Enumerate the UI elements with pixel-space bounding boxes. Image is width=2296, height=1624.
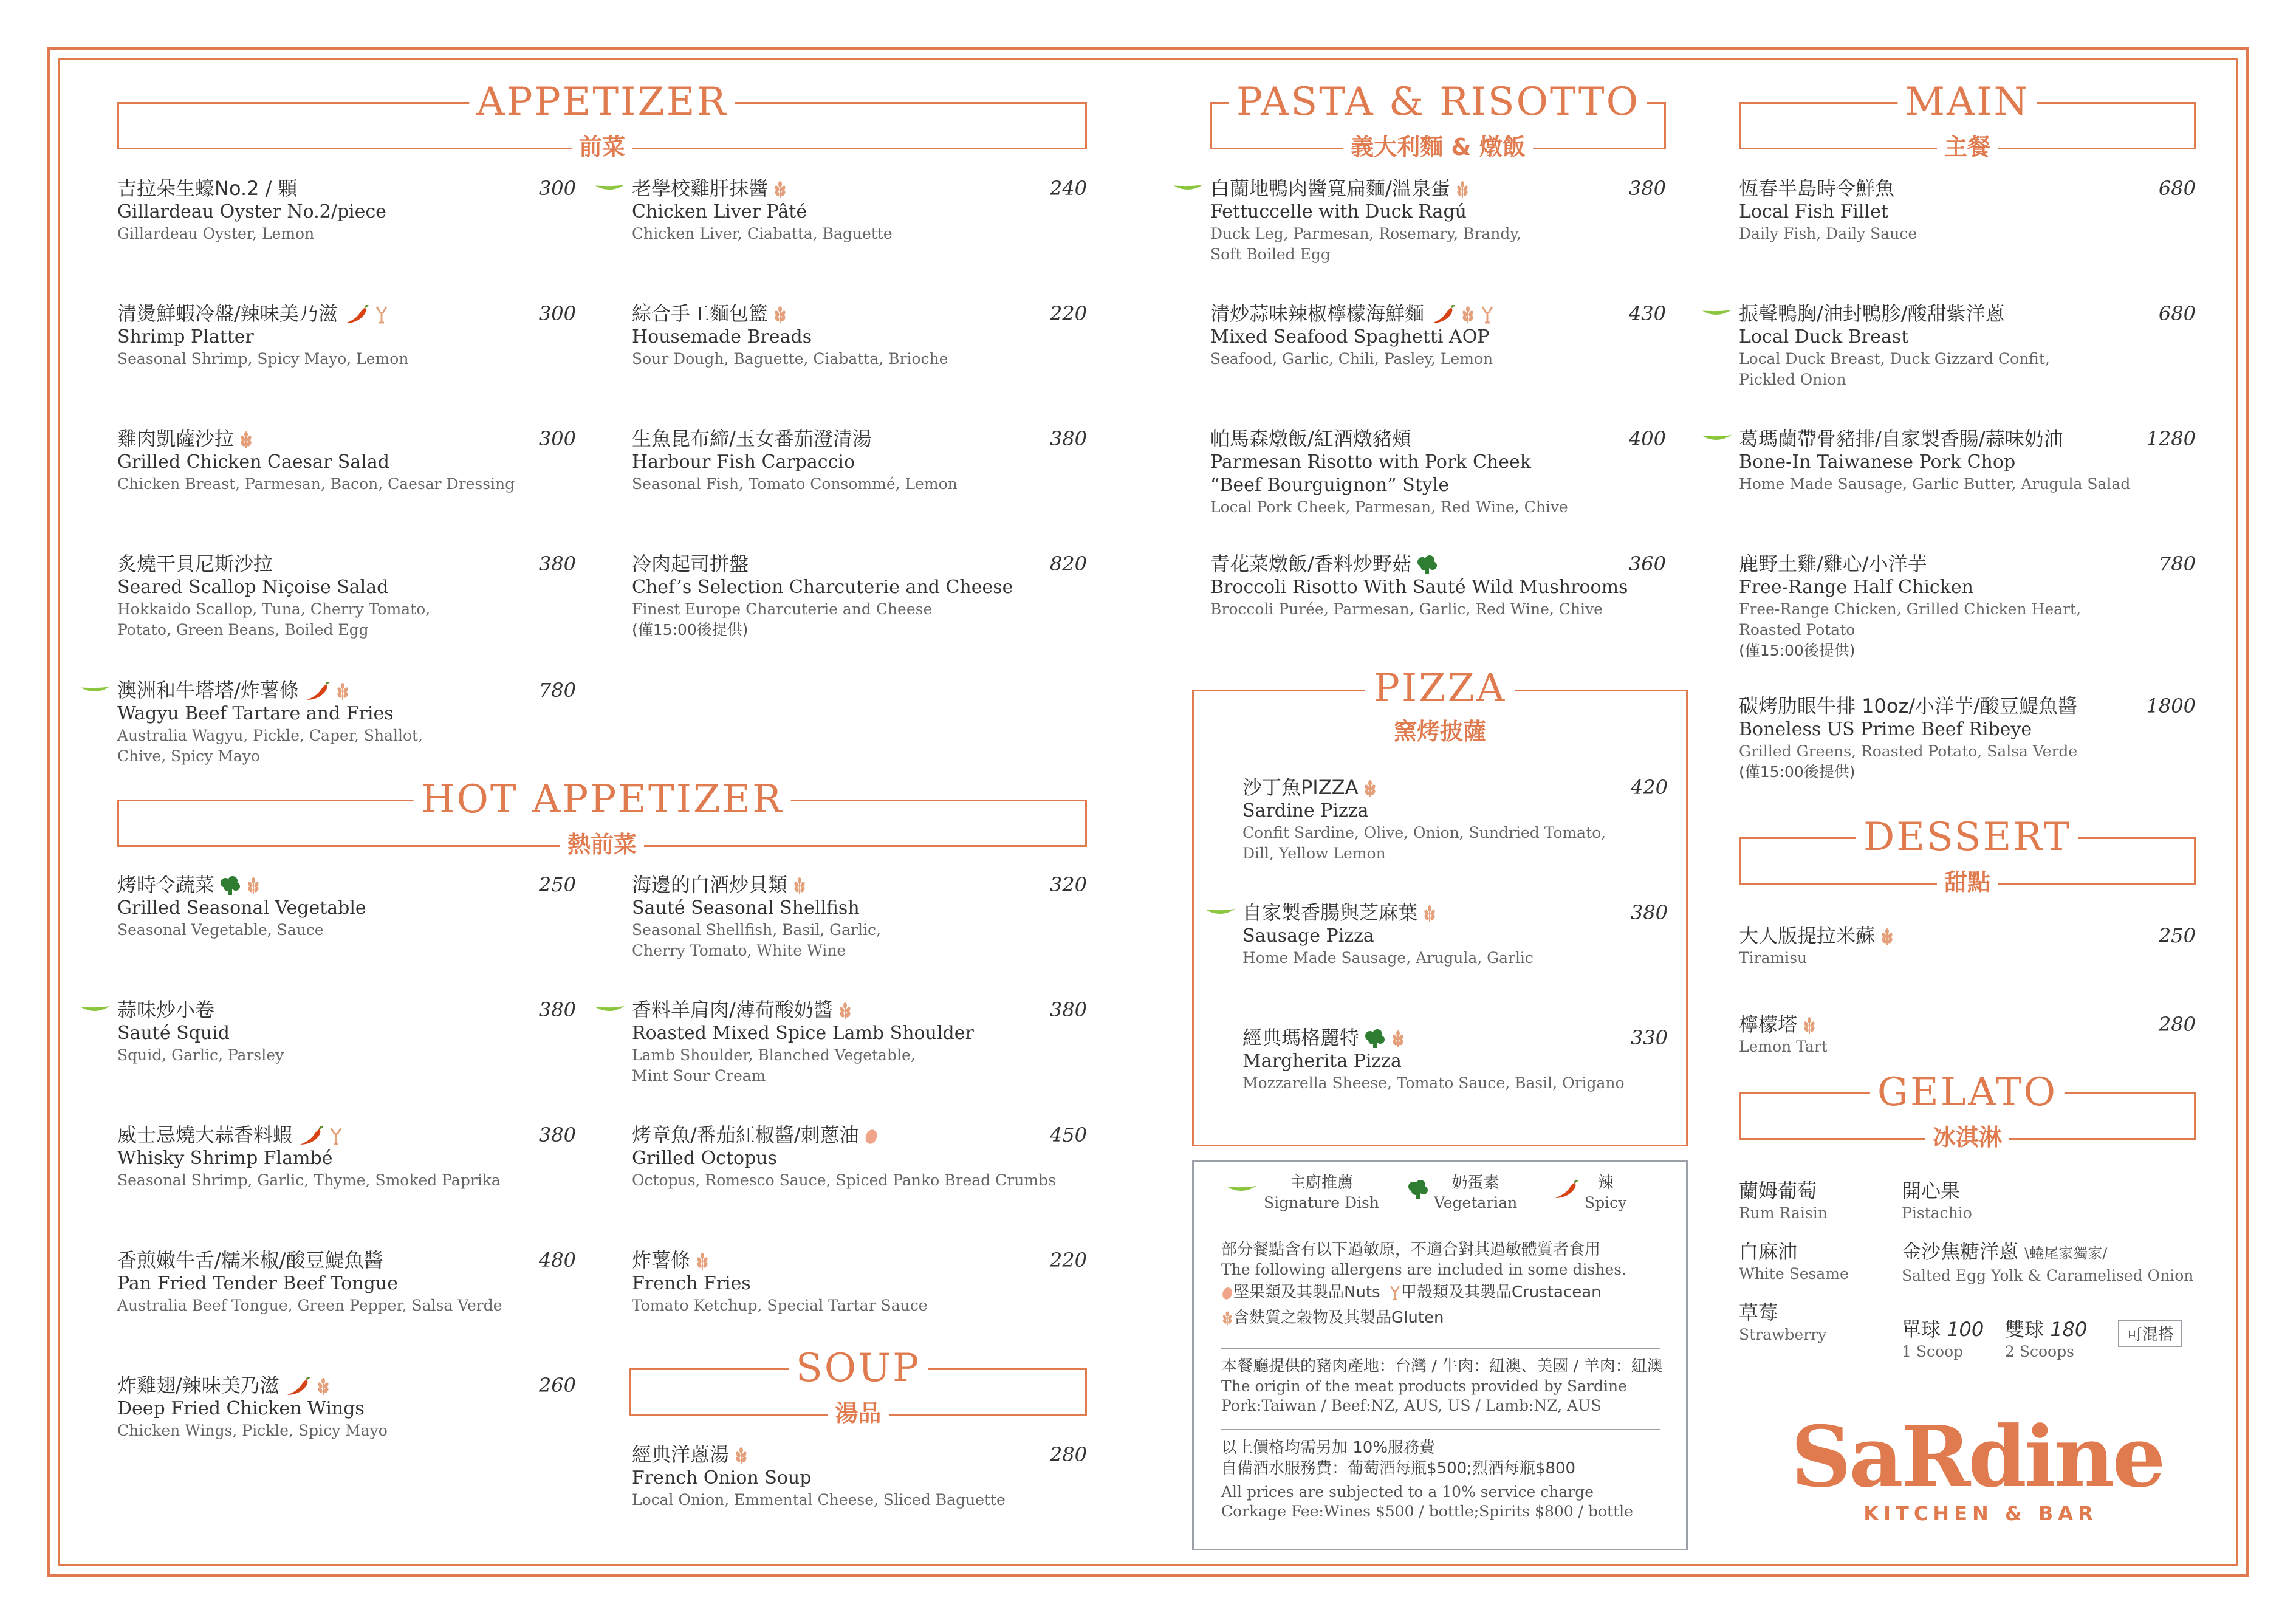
price: 780 <box>538 679 576 702</box>
menu-item: 澳洲和牛塔塔/炸薯條 Wagyu Beef Tartare and Fries Australia Wagyu, Pickle, Caper, Shallot, Chive, Spicy Mayo 780 <box>117 678 576 767</box>
menu-item: 經典洋蔥湯 French Onion Soup Local Onion, Emmental Cheese, Sliced Baguette 280 <box>632 1443 1087 1509</box>
price: 380 <box>1630 901 1668 924</box>
appetizer-header <box>117 80 1087 160</box>
main-header <box>1739 80 2196 160</box>
menu-item: 香料羊肩肉/薄荷酸奶醬 Roasted Mixed Spice Lamb Shoulder Lamb Shoulder, Blanched Vegetable, Mint Sour Cream 380 <box>632 998 1087 1086</box>
gelato-title: GELATO <box>1870 1066 2065 1119</box>
price: 430 <box>1628 302 1666 325</box>
shrimp-icon <box>374 306 389 324</box>
price: 320 <box>1049 873 1087 896</box>
pasta-header <box>1210 80 1666 160</box>
chili-icon <box>1552 1180 1579 1199</box>
signature-leaf-icon <box>594 1004 626 1015</box>
price: 820 <box>1049 552 1087 575</box>
price: 380 <box>538 552 576 575</box>
chili-icon <box>1429 305 1456 324</box>
wheat-icon <box>1802 1016 1817 1035</box>
price: 360 <box>1628 552 1666 575</box>
signature-leaf-icon <box>1173 182 1204 193</box>
price: 280 <box>1049 1443 1087 1466</box>
mix-badge: 可混搭 <box>2118 1320 2182 1347</box>
chili-icon <box>297 1126 324 1146</box>
menu-item: 海邊的白酒炒貝類 Sauté Seasonal Shellfish Seasonal Shellfish, Basil, Garlic, Cherry Tomato, White Wine 320 <box>632 873 1087 959</box>
price: 1800 <box>2146 694 2196 718</box>
allergen-note: 部分餐點含有以下過敏原，不適合對其過敏體質者食用 The following allergens are included in some dishes. 堅果類及其製品Nuts 甲殼類及其製品Crustacean 含麩質之穀物及其製品Gluten <box>1221 1241 1627 1327</box>
menu-item: 烤時令蔬菜 Grilled Seasonal Vegetable Seasonal Vegetable, Sauce 250 <box>117 873 576 939</box>
price: 380 <box>1628 177 1666 200</box>
soup-title: SOUP <box>789 1342 928 1394</box>
sardine-logo <box>1791 1407 2164 1506</box>
broccoli-icon <box>1364 1029 1386 1049</box>
hot-appetizer-subtitle: 熱前菜 <box>560 831 644 858</box>
legend-vegetarian: 奶蛋素 Vegetarian <box>1434 1174 1518 1211</box>
chili-icon <box>343 305 369 324</box>
wheat-icon <box>838 1002 852 1020</box>
price: 280 <box>2158 1013 2196 1036</box>
price: 240 <box>1049 177 1087 200</box>
price: 380 <box>538 998 576 1021</box>
menu-item: 生魚昆布締/玉女番茄澄清湯 Harbour Fish Carpaccio Seasonal Fish, Tomato Consommé, Lemon 380 <box>632 427 1087 493</box>
appetizer-title: APPETIZER <box>469 76 735 128</box>
wheat-icon <box>734 1447 749 1465</box>
gelato-double-scoop: 雙球 180 2 Scoops <box>2005 1318 2088 1360</box>
menu-item: 綜合手工麵包籃 Housemade Breads Sour Dough, Baguette, Ciabatta, Brioche 220 <box>632 302 1087 368</box>
appetizer-subtitle: 前菜 <box>572 133 632 161</box>
main-subtitle: 主餐 <box>1937 133 1998 161</box>
wheat-icon <box>316 1377 331 1396</box>
wheat-icon <box>1455 180 1470 199</box>
signature-leaf-icon <box>1701 433 1733 444</box>
divider <box>1221 1429 1660 1430</box>
wheat-icon <box>1363 779 1377 798</box>
menu-item: 清炒蒜味辣椒檸檬海鮮麵 Mixed Seafood Spaghetti AOP Seafood, Garlic, Chili, Pasley, Lemon 430 <box>1210 302 1666 368</box>
dessert-subtitle: 甜點 <box>1937 868 1998 896</box>
wheat-icon <box>773 306 787 324</box>
gelato-flavor: 草莓 Strawberry <box>1739 1301 1827 1343</box>
gelato-header <box>1739 1070 2196 1151</box>
gelato-subtitle: 冰淇淋 <box>1925 1123 2009 1151</box>
wheat-icon <box>239 431 253 449</box>
price: 400 <box>1628 427 1666 450</box>
gelato-single-scoop: 單球 100 1 Scoop <box>1902 1318 1984 1360</box>
main-title: MAIN <box>1897 76 2037 128</box>
menu-item: 雞肉凱薩沙拉 Grilled Chicken Caesar Salad Chicken Breast, Parmesan, Bacon, Caesar Dressing 300 <box>117 427 576 493</box>
price: 300 <box>538 177 576 200</box>
broccoli-icon <box>1407 1180 1429 1199</box>
signature-leaf-icon <box>594 182 626 193</box>
price: 330 <box>1630 1026 1668 1049</box>
price: 780 <box>2158 552 2196 575</box>
wheat-icon <box>1880 928 1894 946</box>
price: 380 <box>1049 998 1087 1021</box>
price: 420 <box>1630 776 1668 799</box>
dessert-header <box>1739 815 2196 896</box>
price: 1280 <box>2146 427 2196 450</box>
wheat-icon <box>1461 306 1475 324</box>
price: 220 <box>1049 1249 1087 1272</box>
menu-item: 恆春半島時令鮮魚 Local Fish Fillet Daily Fish, Daily Sauce 680 <box>1739 177 2196 242</box>
price: 300 <box>538 427 576 450</box>
meat-origin-note: 本餐廳提供的豬肉產地：台灣 / 牛肉：紐澳、美國 / 羊肉：紐澳 The origin of the meat products provided by Sardine Pork:Taiwan / Beef:NZ, AUS, US / Lamb:NZ, AUS <box>1221 1357 1663 1414</box>
dessert-title: DESSERT <box>1856 811 2078 863</box>
price: 250 <box>538 873 576 896</box>
price: 450 <box>1049 1123 1087 1146</box>
signature-leaf-icon <box>1205 906 1236 917</box>
menu-item: 大人版提拉米蘇 Tiramisu 250 <box>1739 924 2196 967</box>
menu-item: 青花菜燉飯/香料炒野菇 Broccoli Risotto With Sauté Wild Mushrooms Broccoli Purée, Parmesan, Garlic, Red Wine, Chive 360 <box>1210 552 1666 618</box>
legend-signature: 主廚推薦 Signature Dish <box>1264 1174 1379 1211</box>
price: 680 <box>2158 302 2196 325</box>
shrimp-icon <box>1389 1285 1401 1301</box>
price: 480 <box>538 1249 576 1272</box>
broccoli-icon <box>219 876 241 896</box>
menu-item: 碳烤肋眼牛排 10oz/小洋芋/酸豆鯷魚醬 Boneless US Prime Beef Ribeye Grilled Greens, Roasted Potato, Salsa Verde (僅15:00後提供) 1800 <box>1739 694 2196 781</box>
nut-icon <box>864 1127 879 1145</box>
wheat-icon <box>1422 905 1437 923</box>
price: 380 <box>538 1123 576 1146</box>
menu-item: 沙丁魚PIZZA Sardine Pizza Confit Sardine, Olive, Onion, Sundried Tomato, Dill, Yellow Lemon 420 <box>1242 776 1668 862</box>
menu-item: 檸檬塔 Lemon Tart 280 <box>1739 1013 2196 1055</box>
service-charge-note: 以上價格均需另加 10%服務費 自備酒水服務費：葡萄酒每瓶$500;烈酒每瓶$800 All prices are subjected to a 10% service charge Corkage Fee:Wines $500 / bottle;Spirits $800 / bottle <box>1221 1439 1633 1520</box>
chili-icon <box>284 1377 311 1396</box>
menu-item: 蒜味炒小卷 Sauté Squid Squid, Garlic, Parsley 380 <box>117 998 576 1066</box>
menu-item: 威士忌燒大蒜香料蝦 Whisky Shrimp Flambé Seasonal Shrimp, Garlic, Thyme, Smoked Paprika 380 <box>117 1123 576 1189</box>
menu-item: 吉拉朵生蠔No.2 / 顆 Gillardeau Oyster No.2/piece Gillardeau Oyster, Lemon 300 <box>117 177 576 242</box>
wheat-icon <box>1221 1311 1233 1326</box>
gelato-flavor: 開心果 Pistachio <box>1902 1179 1972 1222</box>
brand-tagline: KITCHEN & BAR <box>1863 1502 2098 1525</box>
wheat-icon <box>695 1252 710 1270</box>
menu-item: 炸雞翅/辣味美乃滋 Deep Fried Chicken Wings Chicken Wings, Pickle, Spicy Mayo 260 <box>117 1374 576 1439</box>
menu-item: 鹿野土雞/雞心/小洋芋 Free-Range Half Chicken Free-Range Chicken, Grilled Chicken Heart, Roasted Potato (僅15:00後提供) 780 <box>1739 552 2196 659</box>
shrimp-icon <box>329 1127 343 1145</box>
pizza-subtitle: 窯烤披薩 <box>1393 718 1487 745</box>
gelato-flavor: 白麻油 White Sesame <box>1739 1240 1849 1283</box>
gelato-flavor: 金沙焦糖洋蔥 \蜷尾家獨家/ Salted Egg Yolk & Caramelised Onion <box>1902 1240 2194 1284</box>
price: 220 <box>1049 302 1087 325</box>
price: 300 <box>538 302 576 325</box>
price: 380 <box>1049 427 1087 450</box>
signature-leaf-icon <box>80 1004 111 1015</box>
menu-item: 白蘭地鴨肉醬寬扁麵/溫泉蛋 Fettuccelle with Duck Ragú Duck Leg, Parmesan, Rosemary, Brandy, Soft Boiled Egg 380 <box>1210 176 1666 265</box>
nut-icon <box>1221 1285 1233 1301</box>
broccoli-icon <box>1416 555 1438 575</box>
hot-appetizer-title: HOT APPETIZER <box>414 773 791 826</box>
price: 250 <box>2158 924 2196 947</box>
signature-leaf-icon <box>1226 1184 1258 1194</box>
wheat-icon <box>1391 1030 1405 1048</box>
wheat-icon <box>792 877 807 895</box>
menu-item: 經典瑪格麗特 Margherita Pizza Mozzarella Sheese, Tomato Sauce, Basil, Origano 330 <box>1242 1026 1668 1092</box>
divider <box>1221 1348 1660 1349</box>
legend-spicy: 辣 Spicy <box>1585 1174 1627 1211</box>
menu-item: 自家製香腸與芝麻葉 Sausage Pizza Home Made Sausage, Arugula, Garlic 380 <box>1242 900 1668 968</box>
wheat-icon <box>246 877 261 895</box>
shrimp-icon <box>1480 306 1495 324</box>
signature-leaf-icon <box>1701 307 1733 318</box>
menu-item: 老學校雞肝抹醬 Chicken Liver Pâté Chicken Liver, Ciabatta, Baguette 240 <box>632 176 1087 244</box>
soup-subtitle: 湯品 <box>828 1399 888 1427</box>
wheat-icon <box>773 180 787 199</box>
price: 680 <box>2158 177 2196 200</box>
chili-icon <box>304 682 331 701</box>
menu-item: 香煎嫩牛舌/糯米椒/酸豆鯷魚醬 Pan Fried Tender Beef Tongue Australia Beef Tongue, Green Pepper, Salsa Verde 480 <box>117 1249 576 1314</box>
menu-item: 振聲鴨胸/油封鴨胗/酸甜紫洋蔥 Local Duck Breast Local Duck Breast, Duck Gizzard Confit, Pickled Onion 680 <box>1739 301 2196 390</box>
menu-item: 冷肉起司拼盤 Chef’s Selection Charcuterie and Cheese Finest Europe Charcuterie and Cheese (僅15:00後提供) 820 <box>632 552 1087 639</box>
gelato-flavor: 蘭姆葡萄 Rum Raisin <box>1739 1179 1828 1222</box>
pizza-title: PIZZA <box>1365 662 1515 714</box>
pasta-title: PASTA & RISOTTO <box>1229 76 1647 128</box>
menu-item: 烤章魚/番茄紅椒醬/刺蔥油 Grilled Octopus Octopus, Romesco Sauce, Spiced Panko Bread Crumbs 450 <box>632 1123 1087 1189</box>
soup-header <box>629 1346 1087 1427</box>
pasta-subtitle: 義大利麵 & 燉飯 <box>1343 133 1533 161</box>
svg-text:SaRdine: SaRdine <box>1791 1407 2164 1506</box>
menu-item: 炙燒干貝尼斯沙拉 Seared Scallop Niçoise Salad Hokkaido Scallop, Tuna, Cherry Tomato, Potato, Green Beans, Boiled Egg 380 <box>117 552 576 639</box>
hot-appetizer-header <box>117 777 1087 858</box>
menu-item: 葛瑪蘭帶骨豬排/自家製香腸/蒜味奶油 Bone-In Taiwanese Pork Chop Home Made Sausage, Garlic Butter, Arugula Salad 1280 <box>1739 427 2196 495</box>
menu-item: 炸薯條 French Fries Tomato Ketchup, Special Tartar Sauce 220 <box>632 1249 1087 1314</box>
menu-item: 清燙鮮蝦冷盤/辣味美乃滋 Shrimp Platter Seasonal Shrimp, Spicy Mayo, Lemon 300 <box>117 302 576 368</box>
menu-item: 帕馬森燉飯/紅酒燉豬頰 Parmesan Risotto with Pork Cheek “Beef Bourguignon” Style Local Pork Cheek, Parmesan, Red Wine, Chive 400 <box>1210 427 1666 516</box>
signature-leaf-icon <box>80 684 111 695</box>
price: 260 <box>538 1374 576 1397</box>
wheat-icon <box>335 682 350 701</box>
